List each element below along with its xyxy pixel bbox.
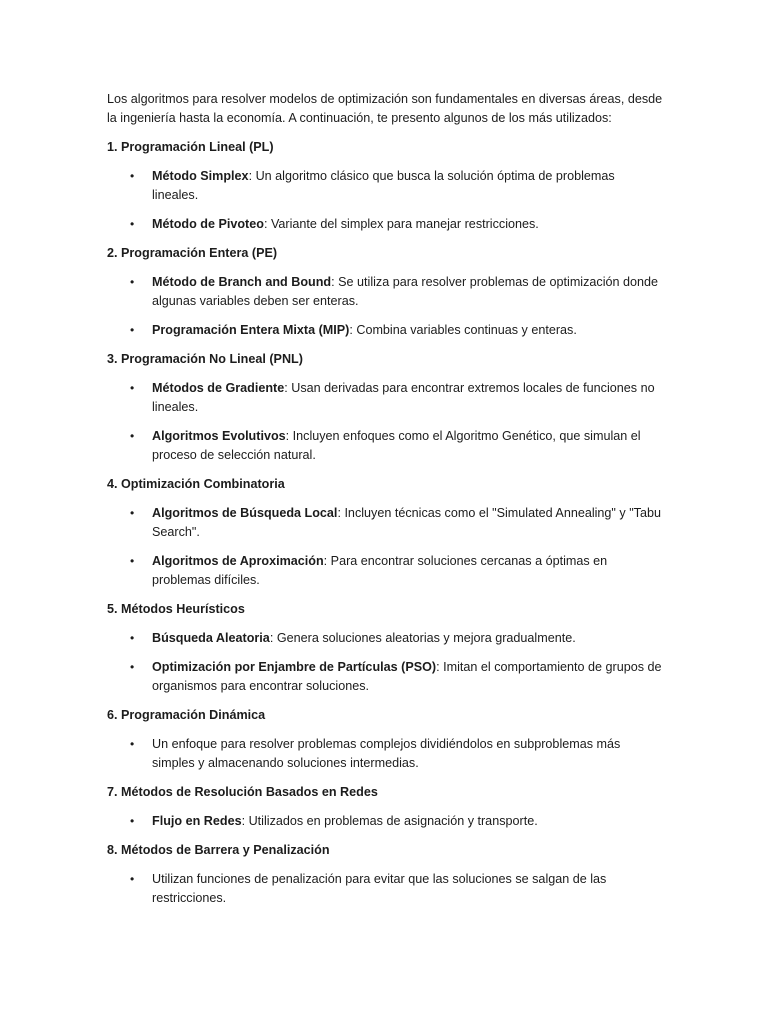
item-term: Métodos de Gradiente xyxy=(152,381,285,395)
bullet-icon: • xyxy=(130,814,135,828)
section-heading: 8. Métodos de Barrera y Penalización xyxy=(107,843,330,857)
bullet-list xyxy=(107,870,663,908)
document-page xyxy=(107,90,663,918)
item-term: Algoritmos de Búsqueda Local xyxy=(152,506,338,520)
item-description: Variante del simplex para manejar restricciones. xyxy=(270,217,539,231)
item-term: Método de Branch and Bound xyxy=(152,275,332,289)
list-item xyxy=(107,658,663,696)
list-item xyxy=(107,504,663,542)
item-term: Método de Pivoteo xyxy=(152,217,264,231)
list-item xyxy=(107,552,663,590)
item-separator: : xyxy=(241,814,249,828)
list-item xyxy=(107,273,663,311)
section-heading: 4. Optimización Combinatoria xyxy=(107,477,285,491)
list-item xyxy=(107,215,663,234)
item-description: Utilizan funciones de penalización para evitar que las soluciones se salgan de las restricciones. xyxy=(152,872,607,905)
item-description: Incluyen técnicas como el "Simulated Annealing" y "Tabu Search". xyxy=(152,506,661,539)
bullet-icon: • xyxy=(130,872,135,886)
list-item xyxy=(107,735,663,773)
list-item xyxy=(107,379,663,417)
item-separator: : xyxy=(285,429,293,443)
item-term: Programación Entera Mixta (MIP) xyxy=(152,323,350,337)
bullet-icon: • xyxy=(130,381,135,395)
item-description: Imitan el comportamiento de grupos de organismos para encontrar soluciones. xyxy=(152,660,662,693)
bullet-icon: • xyxy=(130,737,135,751)
bullet-icon: • xyxy=(130,169,135,183)
item-description: Genera soluciones aleatorias y mejora gradualmente. xyxy=(276,631,576,645)
section-heading: 1. Programación Lineal (PL) xyxy=(107,140,274,154)
item-description: Utilizados en problemas de asignación y transporte. xyxy=(248,814,538,828)
item-separator: : xyxy=(284,381,292,395)
item-separator: : xyxy=(248,169,256,183)
section-heading: 7. Métodos de Resolución Basados en Redes xyxy=(107,785,378,799)
bullet-icon: • xyxy=(130,554,135,568)
section-heading: 2. Programación Entera (PE) xyxy=(107,246,278,260)
section-heading: 3. Programación No Lineal (PNL) xyxy=(107,352,303,366)
list-item xyxy=(107,629,663,648)
bullet-list xyxy=(107,379,663,465)
item-separator: : xyxy=(323,554,331,568)
item-description: Usan derivadas para encontrar extremos locales de funciones no lineales. xyxy=(152,381,655,414)
bullet-list xyxy=(107,167,663,234)
section-heading: 6. Programación Dinámica xyxy=(107,708,266,722)
item-term: Algoritmos de Aproximación xyxy=(152,554,324,568)
item-term: Optimización por Enjambre de Partículas (PSO) xyxy=(152,660,437,674)
bullet-list xyxy=(107,735,663,773)
bullet-icon: • xyxy=(130,660,135,674)
item-term: Método Simplex xyxy=(152,169,249,183)
list-item xyxy=(107,167,663,205)
bullet-list xyxy=(107,629,663,696)
section-heading: 5. Métodos Heurísticos xyxy=(107,602,245,616)
bullet-icon: • xyxy=(130,631,135,645)
item-separator: : xyxy=(263,217,271,231)
item-term: Búsqueda Aleatoria xyxy=(152,631,270,645)
item-description: Incluyen enfoques como el Algoritmo Genético, que simulan el proceso de selección natural. xyxy=(152,429,641,462)
item-separator: : xyxy=(269,631,277,645)
bullet-icon: • xyxy=(130,323,135,337)
intro-paragraph: Los algoritmos para resolver modelos de optimización son fundamentales en diversas áreas, desde la ingeniería hasta la economía. A continuación, te presento algunos de los más utilizados: xyxy=(107,92,663,125)
item-description: Un algoritmo clásico que busca la solución óptima de problemas lineales. xyxy=(152,169,615,202)
bullet-list xyxy=(107,273,663,340)
bullet-icon: • xyxy=(130,275,135,289)
bullet-list xyxy=(107,504,663,590)
bullet-list xyxy=(107,812,663,831)
item-description: Un enfoque para resolver problemas complejos dividiéndolos en subproblemas más simples y almacenando soluciones intermedias. xyxy=(152,737,621,770)
item-term: Flujo en Redes xyxy=(152,814,242,828)
bullet-icon: • xyxy=(130,217,135,231)
item-description: Se utiliza para resolver problemas de optimización donde algunas variables deben ser enteras. xyxy=(152,275,659,308)
sections-container xyxy=(107,138,663,908)
list-item xyxy=(107,427,663,465)
item-description: Combina variables continuas y enteras. xyxy=(356,323,577,337)
item-term: Algoritmos Evolutivos xyxy=(152,429,286,443)
list-item xyxy=(107,321,663,340)
item-description: Para encontrar soluciones cercanas a óptimas en problemas difíciles. xyxy=(152,554,608,587)
item-separator: : xyxy=(331,275,339,289)
bullet-icon: • xyxy=(130,429,135,443)
item-separator: : xyxy=(337,506,345,520)
list-item xyxy=(107,870,663,908)
bullet-icon: • xyxy=(130,506,135,520)
item-separator: : xyxy=(436,660,444,674)
list-item xyxy=(107,812,663,831)
item-separator: : xyxy=(349,323,357,337)
